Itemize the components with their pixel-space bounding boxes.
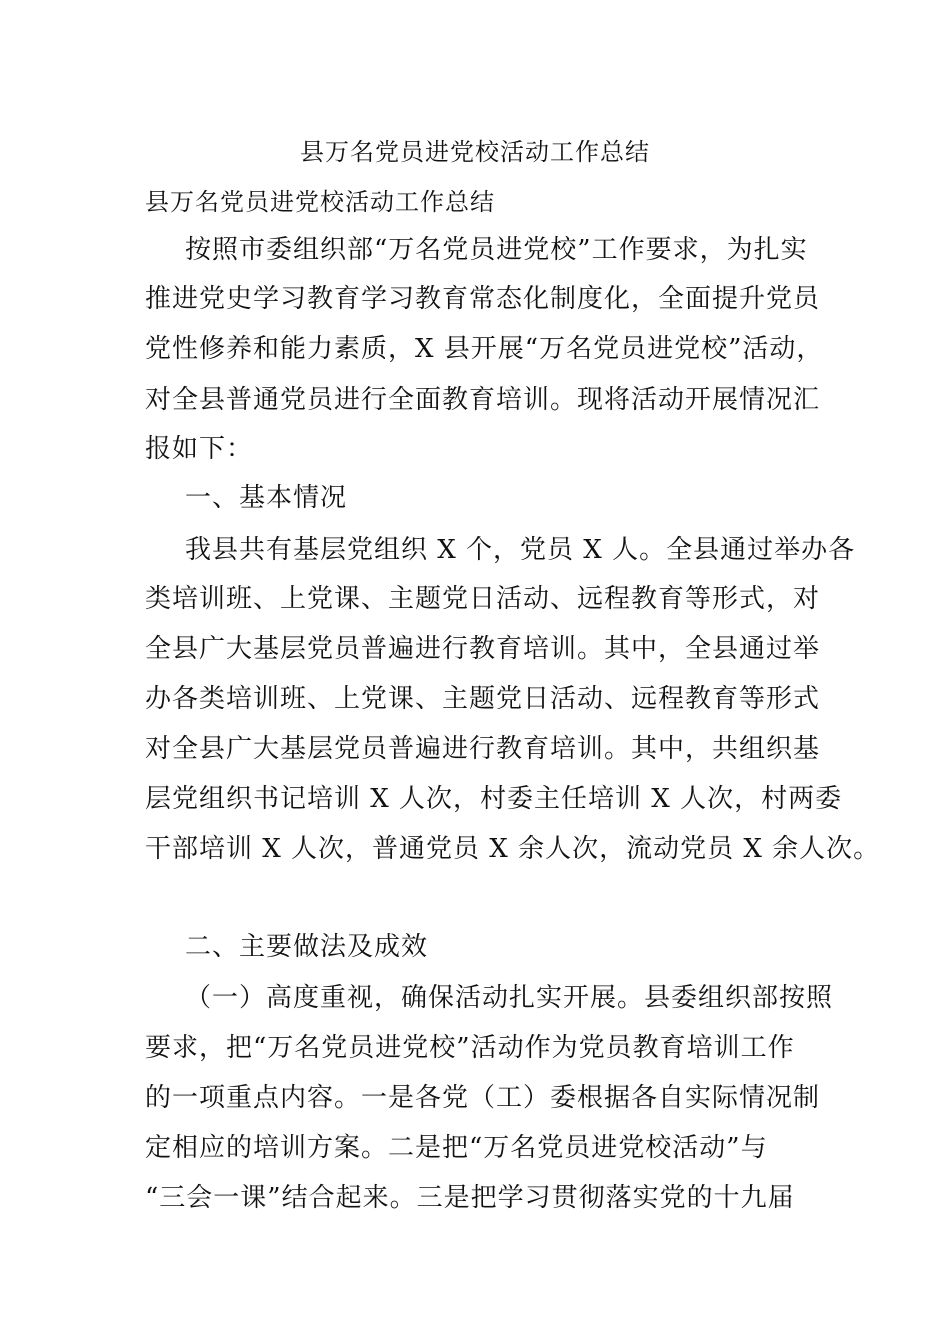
paragraph-line: 定相应的培训方案。二是把“万名党员进党校活动”与	[145, 1133, 768, 1163]
paragraph-line: “三会一课”结合起来。三是把学习贯彻落实党的十九届	[145, 1183, 795, 1213]
paragraph-line: 干部培训 X 人次，普通党员 X 余人次，流动党员 X 余人次。	[145, 834, 881, 864]
section-heading: 二、主要做法及成效	[185, 932, 429, 962]
paragraph-line: 报如下：	[145, 434, 254, 464]
section-heading: 一、基本情况	[185, 483, 348, 513]
paragraph-line: 对全县普通党员进行全面教育培训。现将活动开展情况汇	[145, 385, 821, 415]
paragraph-line: 我县共有基层党组织 X 个，党员 X 人。全县通过举办各	[185, 535, 856, 565]
paragraph-line: 按照市委组织部“万名党员进党校”工作要求，为扎实	[185, 235, 808, 265]
paragraph-line: 对全县广大基层党员普遍进行教育培训。其中，共组织基	[145, 734, 821, 764]
paragraph-line: 要求，把“万名党员进党校”活动作为党员教育培训工作	[145, 1033, 795, 1063]
paragraph-line: 的一项重点内容。一是各党（工）委根据各自实际情况制	[145, 1083, 821, 1113]
paragraph-line: 全县广大基层党员普遍进行教育培训。其中，全县通过举	[145, 634, 821, 664]
paragraph-line: 推进党史学习教育学习教育常态化制度化，全面提升党员	[145, 284, 821, 314]
paragraph-line: 党性修养和能力素质，X 县开展“万名党员进党校”活动，	[145, 334, 824, 364]
paragraph-line: （一）高度重视，确保活动扎实开展。县委组织部按照	[185, 983, 834, 1013]
document-title: 县万名党员进党校活动工作总结	[300, 138, 650, 166]
paragraph-line: 层党组织书记培训 X 人次，村委主任培训 X 人次，村两委	[145, 784, 843, 814]
paragraph-line: 办各类培训班、上党课、主题党日活动、远程教育等形式	[145, 684, 821, 714]
document-subtitle: 县万名党员进党校活动工作总结	[145, 188, 495, 216]
paragraph-line: 类培训班、上党课、主题党日活动、远程教育等形式，对	[145, 584, 821, 614]
